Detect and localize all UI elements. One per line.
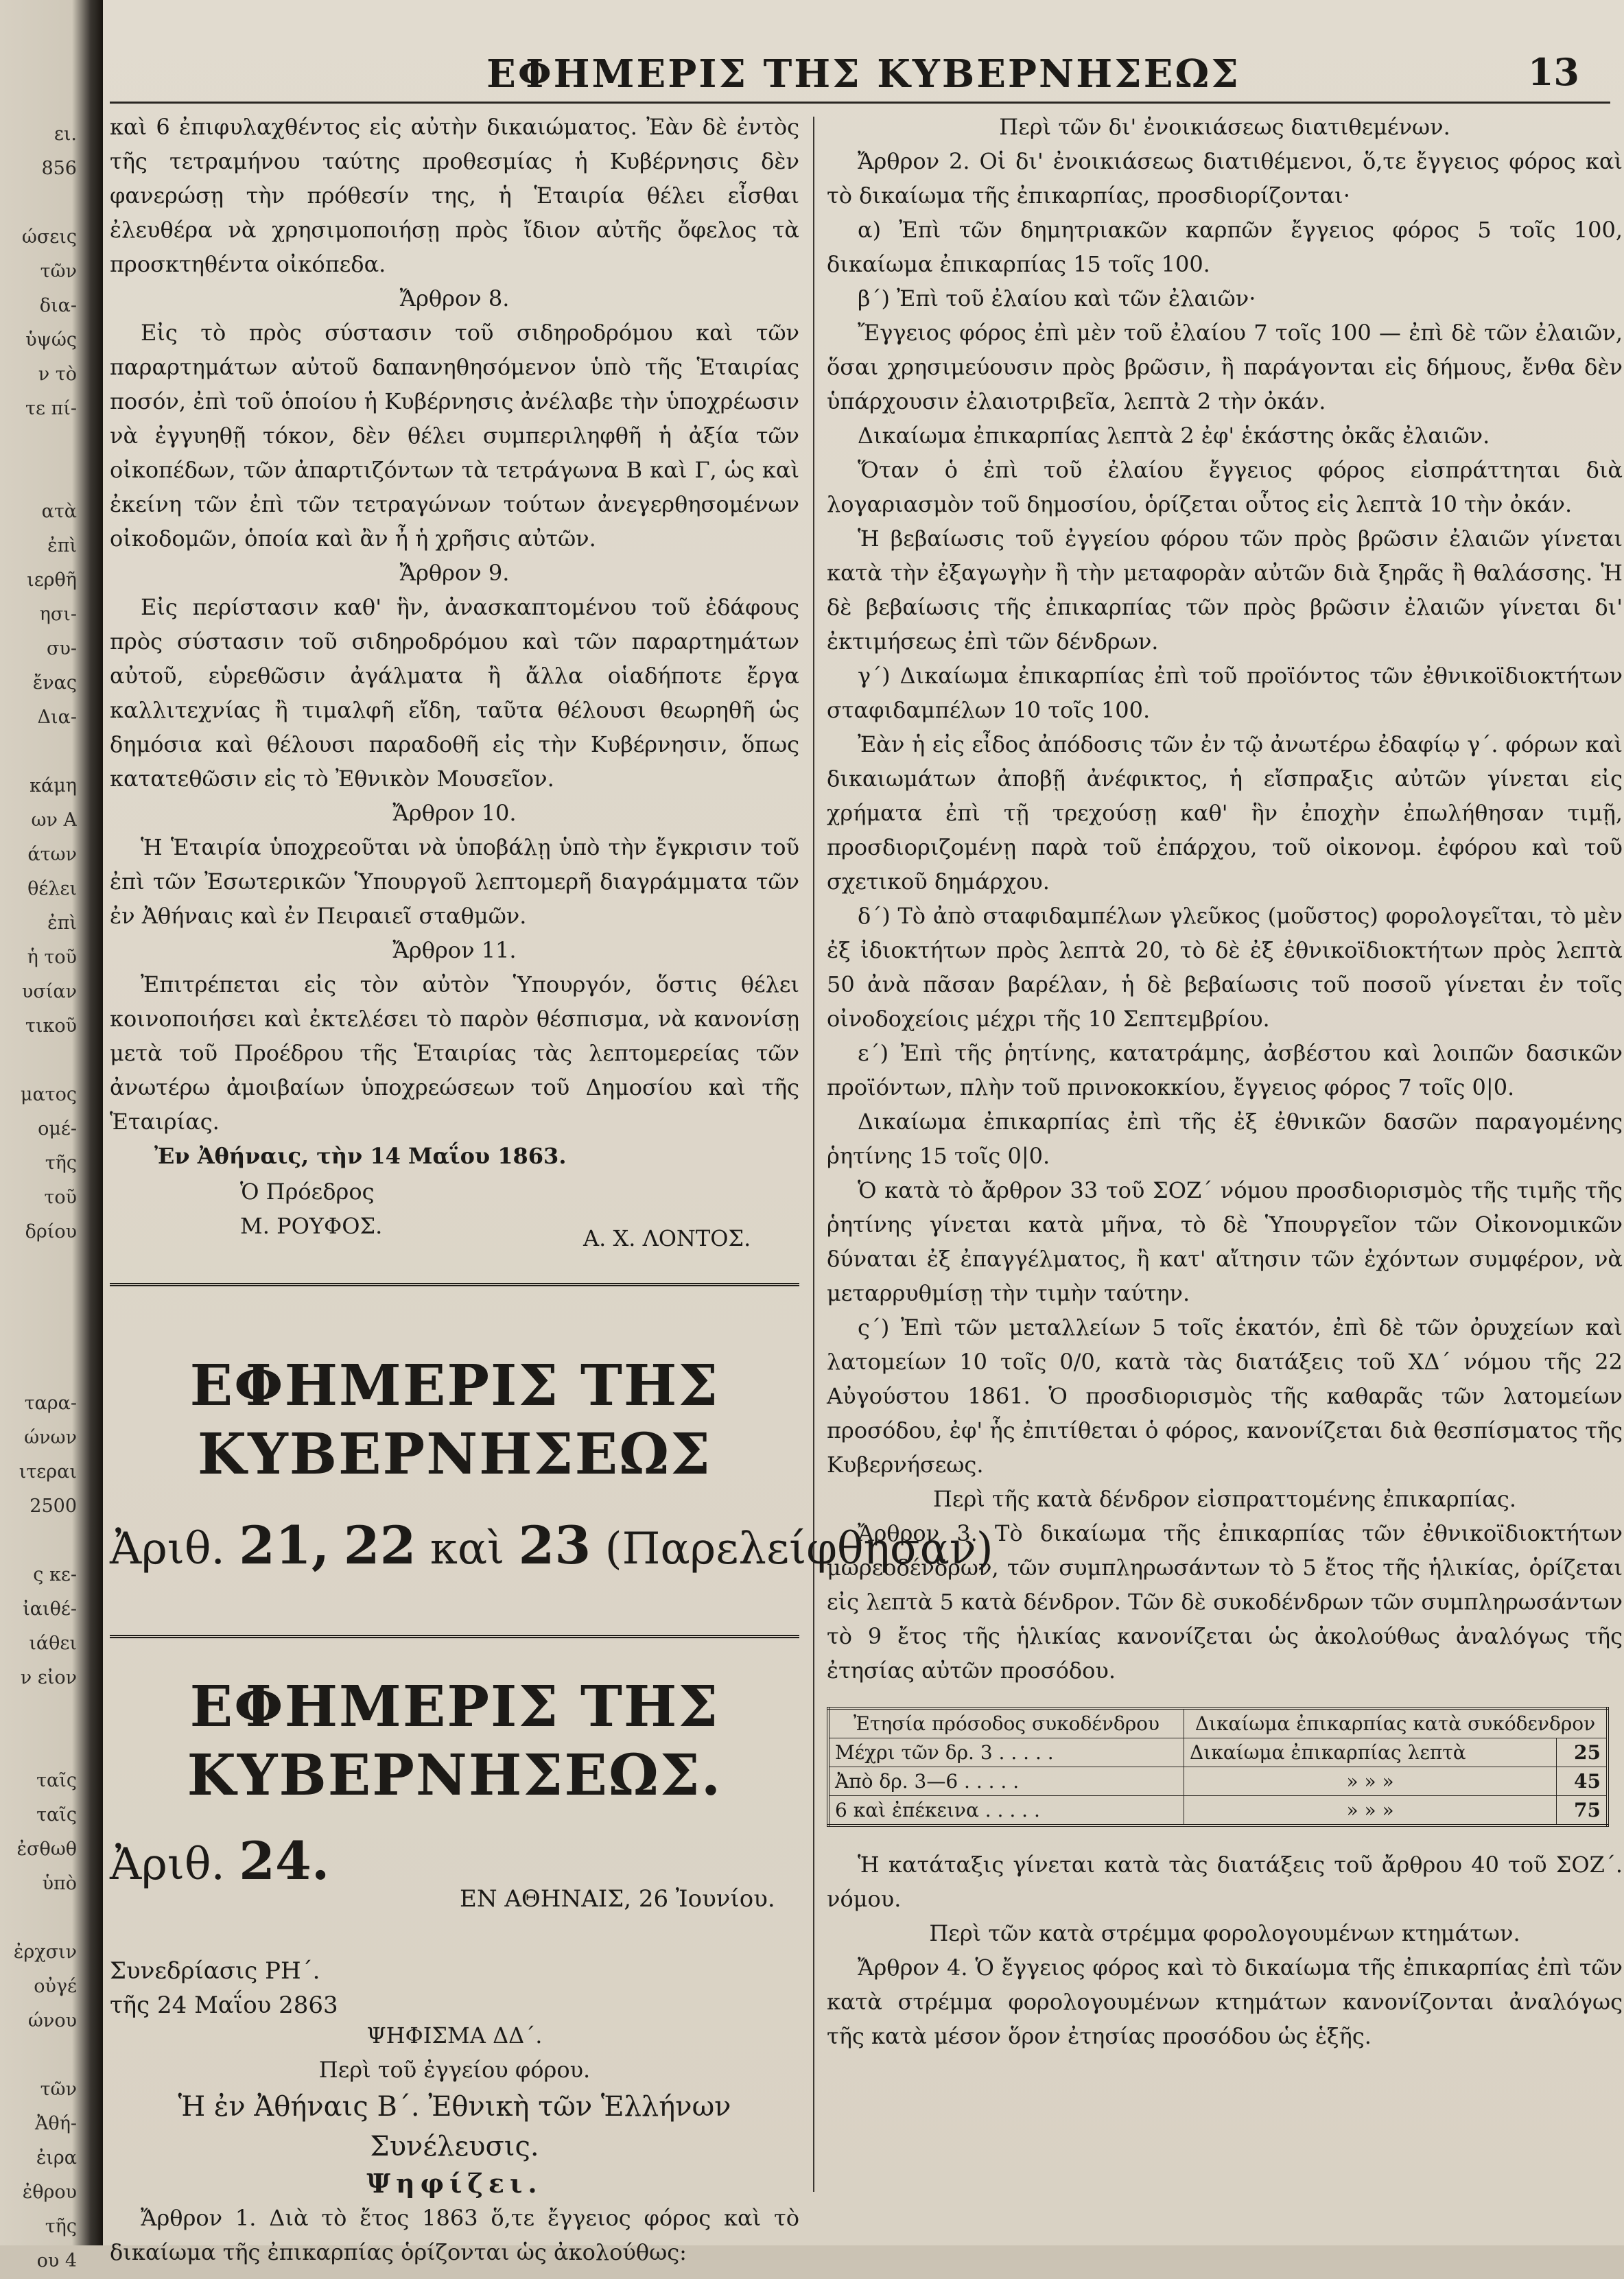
issue-label: Ἀριθ. — [110, 1839, 225, 1890]
resolves-heading: Ψηφίζει. — [366, 2168, 543, 2199]
gutter-fragment: τῶν — [40, 261, 77, 282]
classification-note: Ἡ κατάταξις γίνεται κατὰ τὰς διατάξεις τοῦ ἄρθρου 40 τοῦ ΣΟΖ΄. νόμου. — [827, 1852, 1623, 1912]
article-11-heading: Ἄρθρον 11. — [392, 937, 517, 963]
gutter-fragment: ιάθει — [29, 1633, 77, 1654]
para-b-public-account: Ὅταν ὁ ἐπὶ τοῦ ἐλαίου ἔγγειος φόρος εἰσπράττηται διὰ λογαριασμὸν τοῦ δημοσίου, ὁρίζεται οὗτος εἰς λεπτὰ 10 τὴν ὀκάν. — [827, 457, 1623, 517]
para-c-currants: γ΄) Δικαίωμα ἐπικαρπίας ἐπὶ τοῦ προϊόντος τῶν ἐθνικοϊδιοκτήτων σταφιδαμπέλων 10 τοῖς 100. — [827, 663, 1623, 723]
gutter-fragment: τῶν — [40, 2079, 77, 2100]
table-cell-label: » » » — [1184, 1767, 1557, 1796]
session-date: τῆς 24 Μαΐου 2863 — [110, 1992, 338, 2019]
gutter-fragment: άτων — [27, 844, 77, 865]
table-cell-amount: 25 — [1557, 1738, 1608, 1767]
gutter-fragment: ατὰ — [41, 501, 77, 522]
running-header — [103, 51, 1624, 106]
para-b-usufruct: Δικαίωμα ἐπικαρπίας λεπτὰ 2 ἐφ' ἑκάστης ὀκᾶς ἐλαιῶν. — [858, 423, 1490, 449]
section-heading-lease: Περὶ τῶν δι' ἐνοικιάσεως διατιθεμένων. — [999, 114, 1450, 140]
section-heading-trees: Περὶ τῆς κατὰ δένδρον εἰσπραττομένης ἐπικαρπίας. — [933, 1486, 1516, 1512]
signature-minister: Α. Χ. ΛΟΝΤΟΣ. — [583, 1225, 751, 1251]
running-header-title: ΕΦΗΜΕΡΙΣ ΤΗΣ ΚΥΒΕΡΝΗΣΕΩΣ — [486, 51, 1240, 97]
gutter-fragment: ταῖς — [36, 1804, 77, 1826]
signatures — [110, 1173, 799, 1255]
gutter-fragment: ἐθρου — [22, 2182, 77, 2203]
fig-tree-usufruct-table — [827, 1707, 1609, 1827]
gutter-fragment: ιτεραι — [19, 1461, 77, 1483]
article-1-text: Ἄρθρον 1. Διὰ τὸ ἔτος 1863 ὅ,τε ἔγγειος φόρος καὶ τὸ δικαίωμα τῆς ἐπικαρπίας ὁρίζονται ὡς ἀκολούθως: — [110, 2205, 799, 2265]
gutter-fragment: ώνου — [27, 2010, 77, 2031]
table-header-usufruct: Δικαίωμα ἐπικαρπίας κατὰ συκόδενδρον — [1184, 1708, 1608, 1738]
right-column — [827, 110, 1623, 2053]
para-b-olive-tax: Ἔγγειος φόρος ἐπὶ μὲν τοῦ ἐλαίου 7 τοῖς 100 — ἐπὶ δὲ τῶν ἐλαιῶν, ὅσαι χρησιμεύουσιν πρὸς βρῶσιν, ἢ παράγονται εἰς δήμους, ἔνθα δὲν ὑπάρχουσιν ἐλαιοτριβεῖα, λεπτὰ 2 τὴν ὀκάν. — [827, 320, 1623, 414]
table-cell-amount: 45 — [1557, 1767, 1608, 1796]
gutter-fragment: ώνων — [24, 1427, 77, 1448]
table-header-row — [828, 1708, 1608, 1738]
gutter-fragment: υσίαν — [21, 981, 77, 1002]
signature-role: Ὁ Πρόεδρος — [240, 1179, 375, 1205]
table-row — [828, 1796, 1608, 1826]
gutter-fragment: ταρα- — [24, 1393, 77, 1414]
para-a-cereals: α) Ἐπὶ τῶν δημητριακῶν καρπῶν ἔγγειος φόρος 5 τοῖς 100, δικαίωμα ἐπικαρπίας 15 τοῖς 100. — [827, 217, 1623, 277]
article-3-text: Ἄρθρον 3. Τὸ δικαίωμα τῆς ἐπικαρπίας τῶν ἐθνικοϊδιοκτήτων μωρεοδένδρων, τῶν συμπληρωσάντων τὸ 5 ἔτος τῆς ἡλικίας, ὁρίζεται εἰς λεπτὰ 5 κατὰ δένδρον. Τῶν δὲ συκοδένδρων τῶν συμπληρωσάντων τὸ 9 ἔτος τῆς ἡλικίας κανονίζεται ὡς ἀκολούθως ἀναλόγως τῆς ἐτησίας αὐτῶν προσόδου. — [827, 1520, 1623, 1684]
table-cell-label: » » » — [1184, 1796, 1557, 1826]
gutter-fragment: ει. — [54, 123, 77, 145]
issue-number-22: 22 — [343, 1515, 416, 1576]
issue-and: καὶ — [429, 1524, 505, 1574]
gutter-fragment: ἰαιθέ- — [23, 1598, 77, 1620]
gutter-fragment: ἔνας — [32, 672, 77, 694]
section-heading-stremma: Περὶ τῶν κατὰ στρέμμα φορολογουμένων κτημάτων. — [929, 1920, 1520, 1946]
issue-number-24: 24. — [239, 1830, 330, 1891]
table-header-income: Ἐτησία πρόσοδος συκοδένδρου — [828, 1708, 1184, 1738]
article-9-heading: Ἄρθρον 9. — [399, 560, 510, 586]
gutter-fragment: τικοῦ — [25, 1015, 77, 1037]
gutter-fragment: 2500 — [30, 1496, 77, 1517]
para-f-mines: ς΄) Ἐπὶ τῶν μεταλλείων 5 τοῖς ἑκατόν, ἐπὶ δὲ τῶν ὀρυχείων καὶ λατομείων 10 τοῖς 0/0, κατὰ τὰς διατάξεις τοῦ ΧΔ΄ νόμου τῆς 22 Αὐγούστου 1861. Ὁ προσδιορισμὸς τῆς καθαρᾶς τῶν λατομείων προσόδου, ἐφ' ἧς ἐπιτίθεται ὁ φόρος, κανονίζεται διὰ θεσπίσματος τῆς Κυβερνήσεως. — [827, 1314, 1623, 1478]
gutter-fragment: ου 4 — [36, 2250, 77, 2271]
spacer — [110, 1286, 799, 1351]
para-c-cash-collection: Ἐὰν ἡ εἰς εἶδος ἀπόδοσις τῶν ἐν τῷ ἀνωτέρω ἐδαφίῳ γ΄. φόρων καὶ δικαιωμάτων ἀποβῇ ἀνέφικτος, ἡ εἴσπραξις αὐτῶν γίνεται εἰς χρήματα ἐπὶ τῇ τρεχούσῃ καθ' ἣν ἐποχὴν ἐπωλήθησαν τιμῇ, προσδιοριζομένῃ παρὰ τοῦ ἐπάρχου, τοῦ οἰκονομ. ἐφόρου καὶ τοῦ σχετικοῦ δημάρχου. — [827, 731, 1623, 895]
adjacent-page-gutter — [0, 0, 103, 2271]
gutter-fragment: τῆς — [45, 2216, 77, 2237]
column-separator — [813, 117, 814, 2192]
table-cell-income: 6 καὶ ἐπέκεινα . . . . . — [828, 1796, 1184, 1826]
gutter-fragment: δρίου — [25, 1221, 77, 1242]
table-cell-amount: 75 — [1557, 1796, 1608, 1826]
article-8-heading: Ἄρθρον 8. — [399, 285, 510, 311]
article-2-text: Ἄρθρον 2. Οἱ δι' ἐνοικιάσεως διατιθέμενοι, ὅ,τε ἔγγειος φόρος καὶ τὸ δικαίωμα τῆς ἐπικαρπίας, προσδιορίζονται· — [827, 148, 1623, 209]
issue-numbers-line — [110, 1515, 993, 1580]
spacer — [110, 1638, 799, 1673]
gutter-fragment: ἐσθωθ — [16, 1839, 77, 1860]
gutter-fragment: ματος — [20, 1084, 77, 1105]
table-cell-income: Μέχρι τῶν δρ. 3 . . . . . — [828, 1738, 1184, 1767]
article-9-text: Εἰς περίστασιν καθ' ἣν, ἀνασκαπτομένου τοῦ ἐδάφους πρὸς σύστασιν τοῦ σιδηροδρόμου καὶ τῶν παραρτημάτων αὐτοῦ, εὑρεθῶσιν ἀγάλματα ἢ ἄλλα οἱαδήποτε ἔργα καλλιτεχνίας ἢ τιμαλφῆ εἴδη, ταῦτα θέλουσι θεωρηθῆ ὡς δημόσια καὶ θέλουσι παραδοθῆ εἰς τὴν Κυβέρνησιν, ὅπως κατατεθῶσιν εἰς τὸ Ἐθνικὸν Μουσεῖον. — [110, 594, 799, 792]
gutter-fragment: οὐγέ — [34, 1976, 77, 1997]
gutter-fragment: τῆς — [45, 1153, 77, 1174]
session-number: Συνεδρίασις ΡΗ΄. — [110, 1957, 320, 1985]
masthead-gazette: ΕΦΗΜΕΡΙΣ ΤΗΣ ΚΥΒΕΡΝΗΣΕΩΣ — [189, 1353, 720, 1487]
gutter-fragment: 856 — [41, 158, 77, 179]
issue-number-21: 21, — [239, 1515, 330, 1576]
gutter-fragment: τοῦ — [44, 1187, 77, 1208]
place-date: ΕΝ ΑΘΗΝΑΙΣ, 26 Ἰουνίου. — [460, 1885, 775, 1913]
article-10-text: Ἡ Ἑταιρία ὑποχρεοῦται νὰ ὑποβάλῃ ὑπὸ τὴν ἔγκρισιν τοῦ ἐπὶ τῶν Ἐσωτερικῶν Ὑπουργοῦ λεπτομερῆ διαγράμματα τῶν ἐν Ἀθήναις καὶ ἐν Πειραιεῖ σταθμῶν. — [110, 834, 799, 929]
spacer — [110, 1916, 799, 1954]
resolution-subject: Περὶ τοῦ ἐγγείου φόρου. — [318, 2057, 591, 2083]
gutter-fragment: δια- — [39, 295, 77, 316]
gutter-fragment: Δια- — [37, 707, 77, 728]
signature-president: Μ. ΡΟΥΦΟΣ. — [240, 1213, 383, 1239]
gutter-fragment: ἐπὶ — [47, 912, 77, 934]
gutter-fragment: ν εἰον — [20, 1667, 77, 1688]
article-4-text: Ἄρθρον 4. Ὁ ἔγγειος φόρος καὶ τὸ δικαίωμα τῆς ἐπικαρπίας ἐπὶ τῶν κατὰ στρέμμα φορολογουμένων κτημάτων κανονίζονται ἀναλόγως τῆς κατὰ μέσον ὅρον ἐτησίας προσόδου ὡς ἑξῆς. — [827, 1955, 1623, 2049]
gutter-fragment: ταῖς — [36, 1770, 77, 1791]
gutter-fragment: θέλει — [27, 878, 77, 899]
gutter-fragment: ὑπὸ — [42, 1873, 77, 1894]
table-cell-label: Δικαίωμα ἐπικαρπίας λεπτὰ — [1184, 1738, 1557, 1767]
decree-date: Ἐν Ἀθήναις, τὴν 14 Μαΐου 1863. — [154, 1143, 567, 1169]
gutter-fragment: ἐπὶ — [47, 535, 77, 556]
issue-omitted-note: (Παρελείφθησαν) — [604, 1524, 993, 1574]
gutter-fragment: ων Α — [31, 810, 77, 831]
gutter-fragment: ἐρχσιν — [13, 1941, 77, 1963]
gutter-fragment: τε πί- — [25, 398, 77, 419]
gutter-fragment: Ἀθή- — [34, 2113, 77, 2134]
issue-number-23: 23 — [518, 1515, 591, 1576]
table-row — [828, 1738, 1608, 1767]
gutter-fragment: ἡ τοῦ — [27, 947, 77, 968]
newspaper-page — [103, 0, 1624, 2265]
masthead-gazette-2: ΕΦΗΜΕΡΙΣ ΤΗΣ ΚΥΒΕΡΝΗΣΕΩΣ. — [187, 1674, 722, 1808]
article-8-text: Εἰς τὸ πρὸς σύστασιν τοῦ σιδηροδρόμου καὶ τῶν παραρτημάτων αὐτοῦ δαπανηθησόμενον ὑπὸ τῆς Ἑταιρίας ποσόν, ἐπὶ τοῦ ὁποίου ἡ Κυβέρνησις ἀνέλαβε τὴν ὑποχρέωσιν νὰ ἐγγυηθῇ τόκον, δὲν θέλει συμπεριληφθῆ ἡ ἀξία τῶν οἰκοπέδων, τῶν ἀπαρτιζόντων τὰ τετράγωνα Β καὶ Γ, ὡς καὶ ἐκείνη τῶν ἐπὶ τῶν τετραγώνων τούτων ἀνεγερθησομένων οἰκοδομῶν, ὁποία καὶ ἂν ἦ ἡ χρῆσις αὐτῶν. — [110, 320, 799, 552]
table-cell-income: Ἀπὸ δρ. 3—6 . . . . . — [828, 1767, 1184, 1796]
assembly-title: Ἡ ἐν Ἀθήναις Β΄. Ἐθνικὴ τῶν Ἑλλήνων Συνέλευσις. — [178, 2091, 731, 2162]
gutter-fragment: ν τὸ — [38, 364, 77, 385]
para-d-must: δ΄) Τὸ ἀπὸ σταφιδαμπέλων γλεῦκος (μοῦστος) φορολογεῖται, τὸ μὲν ἐξ ἰδιοκτήτων πρὸς λεπτὰ 20, τὸ δὲ ἐξ ἐθνικοϊδιοκτήτων πρὸς λεπτὰ 50 ἀνὰ πᾶσαν βαρέλαν, ἡ δὲ βεβαίωσις τοῦ ποσοῦ γίνεται ἐν τοῖς οἰνοδοχείοις μέχρι τῆς 10 Σεπτεμβρίου. — [827, 903, 1623, 1032]
resolution-title: ΨΗΦΙΣΜΑ ΔΔ΄. — [366, 2022, 543, 2048]
gutter-fragment: συ- — [47, 638, 77, 659]
para-e-resin: ε΄) Ἐπὶ τῆς ῥητίνης, κατατράμης, ἀσβέστου καὶ λοιπῶν δασικῶν προϊόντων, πλὴν τοῦ πρινοκοκκίου, ἔγγειος φόρος 7 τοῖς 0|0. — [827, 1040, 1623, 1100]
gutter-fragment: ς κε- — [33, 1564, 77, 1585]
gutter-fragment: ιερθῆ — [27, 569, 77, 591]
gutter-fragment: ἐιρα — [36, 2147, 77, 2169]
gutter-fragment: κάμη — [30, 775, 77, 796]
gutter-fragment: ὑψώς — [25, 329, 77, 351]
table-row — [828, 1767, 1608, 1796]
paragraph-continuation: καὶ 6 ἐπιφυλαχθέντος εἰς αὐτὴν δικαιώματος. Ἐὰν δὲ ἐντὸς τῆς τετραμήνου ταύτης προθεσμίας ἡ Κυβέρνησις δὲν φανερώσῃ τὴν πρόθεσίν της, ἡ Ἑταιρία θέλει εἶσθαι ἐλευθέρα νὰ χρησιμοποιήσῃ πρὸς ἴδιον αὐτῆς ὄφελος τὰ προσκτηθέντα οἰκόπεδα. — [110, 114, 799, 277]
gutter-fragment: ησι- — [39, 604, 77, 625]
para-b-olive-heading: β΄) Ἐπὶ τοῦ ἐλαίου καὶ τῶν ἐλαιῶν· — [858, 285, 1256, 311]
para-e-resin-price: Ὁ κατὰ τὸ ἄρθρον 33 τοῦ ΣΟΖ΄ νόμου προσδιορισμὸς τῆς τιμῆς τῆς ῥητίνης γίνεται κατὰ μῆνα, τὸ δὲ Ὑπουργεῖον τῶν Οἰκονομικῶν δύναται ἐξ ἐπαγγέλματος, ἢ κατ' αἴτησιν τῶν ἐχόντων συμφέρον, νὰ μεταρρυθμίσῃ τὴν τιμὴν ταύτην. — [827, 1177, 1623, 1306]
header-rule — [110, 102, 1610, 104]
para-e-resin-usufruct: Δικαίωμα ἐπικαρπίας ἐπὶ τῆς ἐξ ἐθνικῶν δασῶν παραγομένης ῥητίνης 15 τοῖς 0|0. — [827, 1109, 1623, 1169]
article-10-heading: Ἄρθρον 10. — [392, 800, 517, 826]
article-11-text: Ἐπιτρέπεται εἰς τὸν αὐτὸν Ὑπουργόν, ὅστις θέλει κοινοποιήσει καὶ ἐκτελέσει τὸ παρὸν θέσπισμα, νὰ κανονίσῃ μετὰ τοῦ Προέδρου τῆς Ἑταιρίας τὰς λεπτομερείας τῶν ἀνωτέρω ἀμοιβαίων ὑποχρεώσεων τοῦ Δημοσίου καὶ τῆς Ἑταιρίας. — [110, 971, 799, 1135]
page-number: 13 — [1527, 50, 1579, 94]
para-b-assessment: Ἡ βεβαίωσις τοῦ ἐγγείου φόρου τῶν πρὸς βρῶσιν ἐλαιῶν γίνεται κατὰ τὴν ἐξαγωγὴν ἢ τὴν μεταφορὰν αὐτῶν διὰ ξηρᾶς ἢ θαλάσσης. Ἡ δὲ βεβαίωσις τῆς ἐπικαρπίας τῶν πρὸς βρῶσιν ἐλαιῶν γίνεται δι' ἐκτιμήσεως ἐπὶ τῶν δένδρων. — [827, 526, 1623, 654]
gutter-fragment: ώσεις — [21, 226, 77, 248]
gutter-fragment: ομέ- — [38, 1118, 77, 1140]
issue-label: Ἀριθ. — [110, 1524, 225, 1574]
